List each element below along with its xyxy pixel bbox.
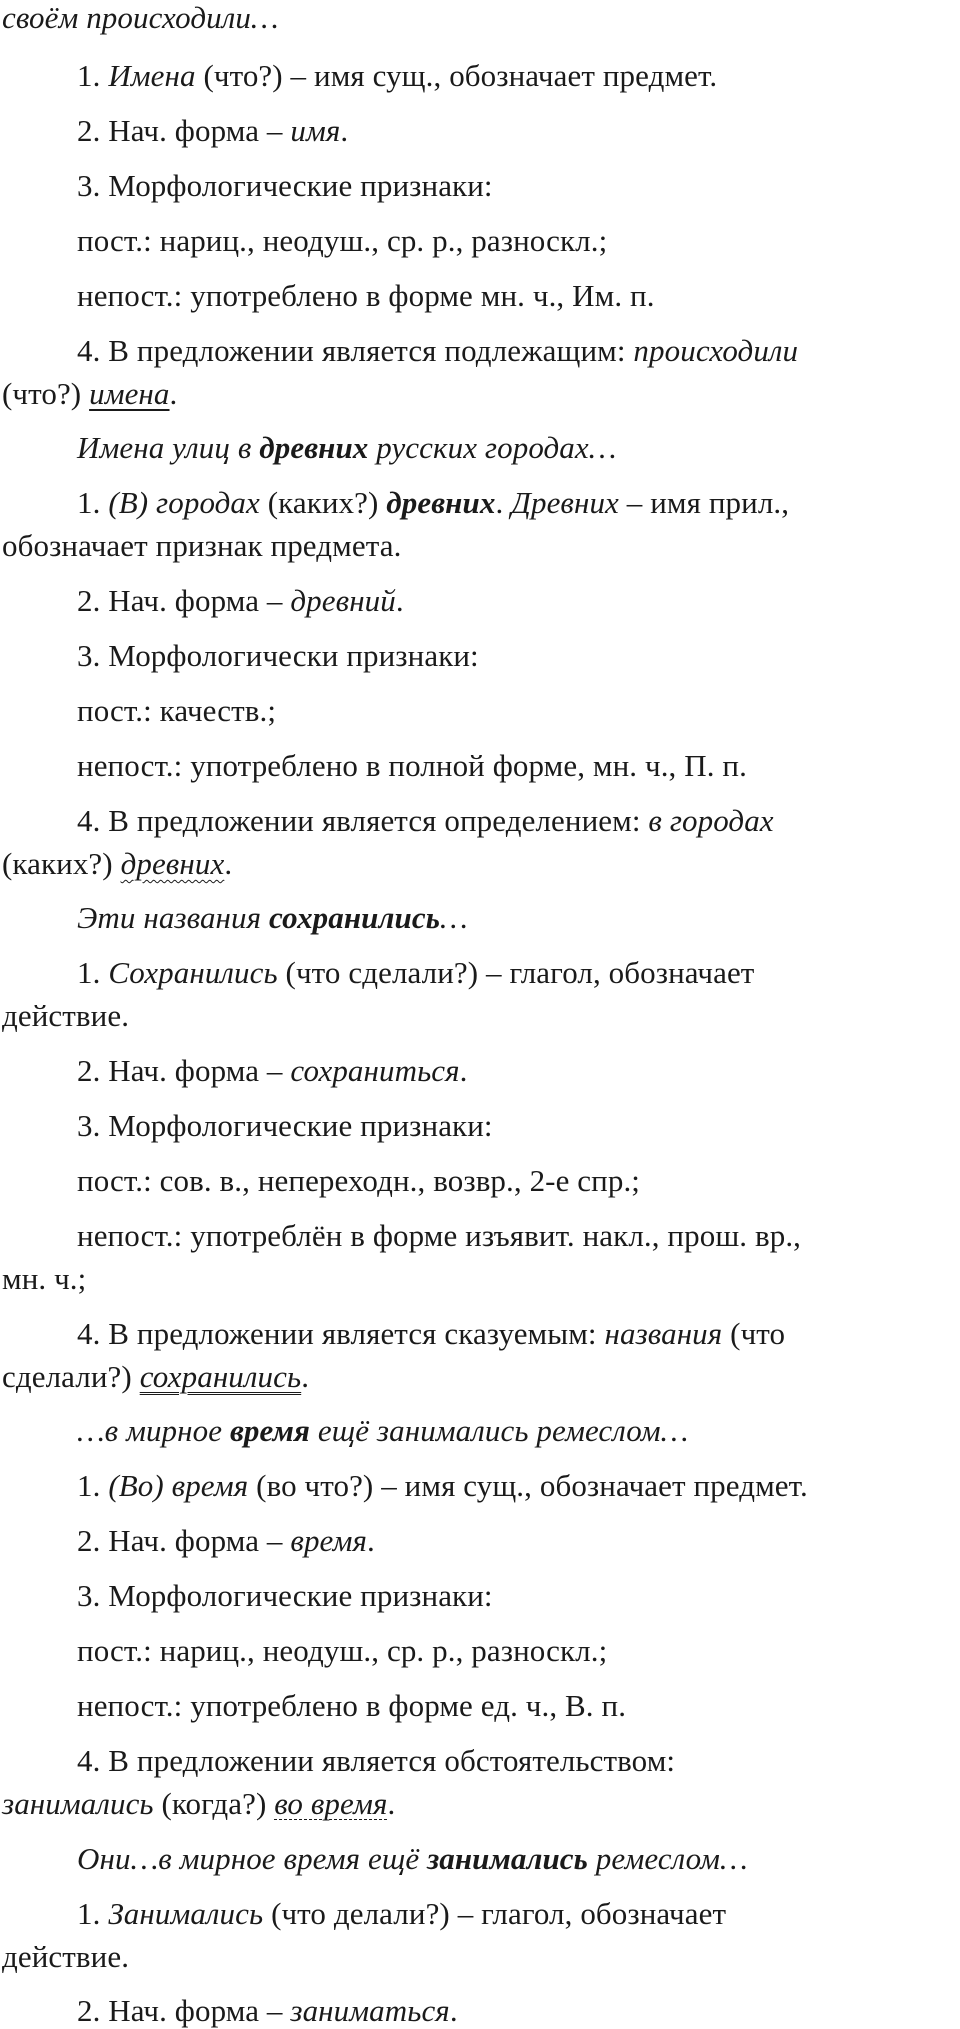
- text-line: [2, 376, 177, 412]
- text-segment: 3. Морфологические признаки:: [77, 1578, 493, 1613]
- text-segment: (каких?): [2, 846, 121, 881]
- text-line: [77, 1468, 808, 1504]
- text-segment: 2. Нач. форма –: [77, 1053, 291, 1088]
- text-segment: (что?) – имя сущ., обозначает предмет.: [195, 58, 718, 93]
- text-segment: действие.: [2, 1939, 130, 1974]
- text-line: [77, 1896, 726, 1932]
- text-segment: (каких?): [259, 485, 387, 520]
- italic-text: Занимались: [108, 1896, 264, 1931]
- italic-text: …: [440, 900, 468, 935]
- italic-text: в городах: [648, 803, 774, 838]
- italic-text: Имена улиц в: [77, 430, 260, 465]
- text-line: [77, 638, 479, 674]
- text-segment: .: [387, 1786, 396, 1821]
- text-line: [2, 528, 401, 564]
- text-line: [77, 1578, 493, 1614]
- text-line: [2, 998, 129, 1034]
- text-line: [77, 1633, 607, 1669]
- text-segment: 4. В предложении является сказуемым:: [77, 1316, 605, 1351]
- italic-text: сохраниться: [290, 1053, 460, 1088]
- text-line: [2, 1786, 395, 1822]
- bold-word: древних: [386, 485, 496, 520]
- underlined-word: сохранились: [139, 1359, 302, 1394]
- italic-text: имя: [290, 113, 341, 148]
- text-segment: пост.: нариц., неодуш., ср. р., разноскл.;: [77, 1633, 608, 1668]
- text-line: [77, 333, 798, 369]
- text-segment: 1.: [77, 485, 109, 520]
- text-line: [77, 583, 404, 619]
- text-segment: действие.: [2, 998, 130, 1033]
- text-segment: .: [301, 1359, 310, 1394]
- text-segment: (что: [722, 1316, 786, 1351]
- italic-text: Сохранились: [108, 955, 278, 990]
- text-line: [77, 1108, 493, 1144]
- bold-word: древних: [259, 430, 369, 465]
- italic-text: заниматься: [290, 1993, 450, 2028]
- text-segment: пост.: сов. в., непереходн., возвр., 2-е спр.;: [77, 1163, 641, 1198]
- text-segment: .: [340, 113, 349, 148]
- text-segment: непост.: употреблено в форме ед. ч., В. п.: [77, 1688, 627, 1723]
- underlined-word: древних: [120, 846, 225, 881]
- text-segment: непост.: употреблено в полной форме, мн. ч., П. п.: [77, 748, 747, 783]
- text-line: [2, 1359, 309, 1395]
- italic-text: Эти названия: [77, 900, 269, 935]
- italic-text: древний: [290, 583, 396, 618]
- bold-word: занимались: [427, 1841, 588, 1876]
- text-line: [77, 955, 754, 991]
- text-segment: (что?): [2, 376, 90, 411]
- text-line: [77, 900, 468, 936]
- text-segment: 1.: [77, 58, 109, 93]
- italic-text: …в мирное: [77, 1413, 230, 1448]
- text-line: [77, 1316, 785, 1352]
- italic-text: русских городах…: [368, 430, 617, 465]
- text-line: [2, 1939, 129, 1975]
- text-segment: 2. Нач. форма –: [77, 113, 291, 148]
- italic-text: время: [290, 1523, 368, 1558]
- text-line: [77, 485, 789, 521]
- text-segment: .: [224, 846, 233, 881]
- italic-text: Имена: [108, 58, 196, 93]
- text-segment: пост.: нариц., неодуш., ср. р., разноскл.;: [77, 223, 608, 258]
- text-segment: сделали?): [2, 1359, 140, 1394]
- underlined-word: во время: [274, 1786, 388, 1821]
- text-line: [77, 748, 747, 784]
- text-line: [77, 1743, 675, 1779]
- text-segment: пост.: качеств.;: [77, 693, 277, 728]
- text-line: [77, 1688, 626, 1724]
- text-line: [77, 168, 493, 204]
- text-line: [2, 1261, 86, 1297]
- text-segment: 1.: [77, 955, 109, 990]
- text-segment: .: [169, 376, 178, 411]
- text-line: [77, 1993, 458, 2029]
- text-segment: непост.: употреблено в форме мн. ч., Им. п.: [77, 278, 655, 313]
- text-line: [77, 1218, 801, 1254]
- text-line: [77, 1163, 640, 1199]
- italic-text: занимались: [2, 1786, 154, 1821]
- text-line: [77, 278, 655, 314]
- italic-text: ещё занимались ремеслом…: [310, 1413, 689, 1448]
- text-segment: 3. Морфологические признаки:: [77, 1108, 493, 1143]
- text-segment: .: [395, 583, 404, 618]
- text-segment: 4. В предложении является обстоятельством:: [77, 1743, 676, 1778]
- text-line: [77, 113, 348, 149]
- text-segment: 4. В предложении является определением:: [77, 803, 649, 838]
- italic-text: ремеслом…: [587, 1841, 748, 1876]
- text-line: [2, 0, 279, 36]
- italic-text: Древних: [511, 485, 619, 520]
- italic-text: названия: [604, 1316, 723, 1351]
- text-segment: 2. Нач. форма –: [77, 1523, 291, 1558]
- underlined-word: имена: [89, 376, 170, 411]
- text-line: [77, 430, 616, 466]
- italic-text: своём происходили…: [2, 0, 279, 35]
- text-segment: 2. Нач. форма –: [77, 583, 291, 618]
- text-segment: (что сделали?) – глагол, обозначает: [277, 955, 755, 990]
- bold-word: время: [229, 1413, 310, 1448]
- text-line: [77, 223, 607, 259]
- text-segment: 3. Морфологически признаки:: [77, 638, 479, 673]
- text-segment: 3. Морфологические признаки:: [77, 168, 493, 203]
- text-segment: непост.: употреблён в форме изъявит. накл., прош. вр.,: [77, 1218, 802, 1253]
- text-line: [77, 1053, 468, 1089]
- text-line: [77, 1523, 375, 1559]
- text-segment: .: [449, 1993, 458, 2028]
- text-segment: (во что?) – имя сущ., обозначает предмет.: [248, 1468, 808, 1503]
- text-segment: .: [459, 1053, 468, 1088]
- text-line: [77, 1413, 688, 1449]
- text-line: [2, 846, 232, 882]
- text-line: [77, 1841, 748, 1877]
- text-segment: обозначает признак предмета.: [2, 528, 402, 563]
- text-segment: 1.: [77, 1468, 109, 1503]
- italic-text: Они…в мирное время ещё: [77, 1841, 428, 1876]
- text-segment: .: [367, 1523, 375, 1558]
- text-segment: .: [495, 485, 512, 520]
- italic-text: происходили: [633, 333, 799, 368]
- italic-text: (В) городах: [108, 485, 260, 520]
- text-segment: 2. Нач. форма –: [77, 1993, 291, 2028]
- text-segment: (что делали?) – глагол, обозначает: [263, 1896, 727, 1931]
- text-line: [77, 693, 276, 729]
- text-segment: мн. ч.;: [2, 1261, 87, 1296]
- text-line: [77, 803, 774, 839]
- bold-word: сохранились: [269, 900, 440, 935]
- text-line: [77, 58, 717, 94]
- text-segment: 4. В предложении является подлежащим:: [77, 333, 634, 368]
- text-segment: – имя прил.,: [618, 485, 790, 520]
- italic-text: (Во) время: [108, 1468, 249, 1503]
- text-segment: 1.: [77, 1896, 109, 1931]
- text-segment: (когда?): [153, 1786, 275, 1821]
